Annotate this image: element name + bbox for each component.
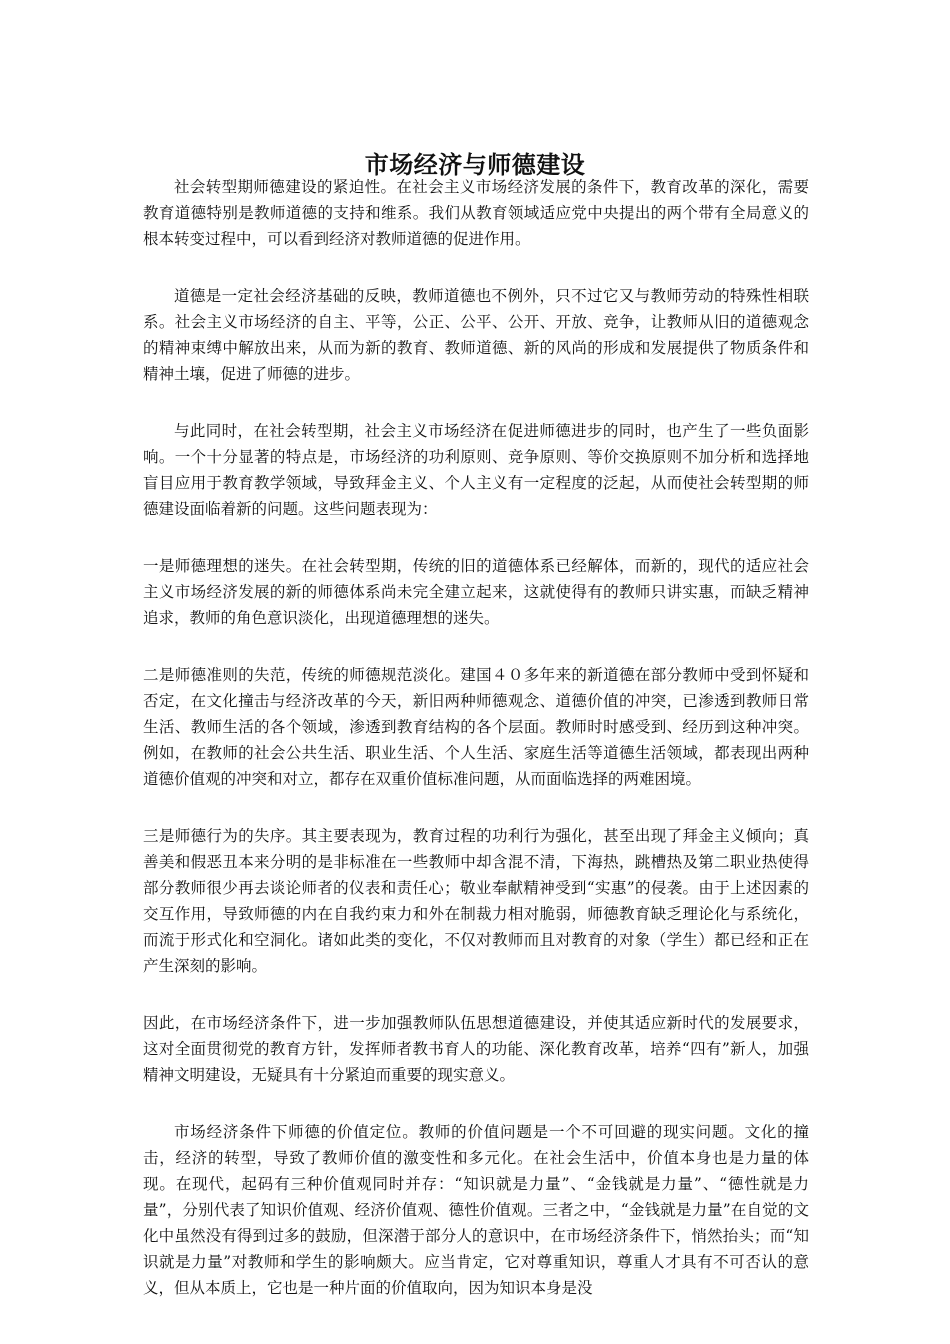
paragraph-2: 道德是一定社会经济基础的反映，教师道德也不例外，只不过它又与教师劳动的特殊性相联系。社会主义市场经济的自主、平等，公正、公平、公开、开放、竞争，让教师从旧的道德观念的精神束缚中解放出来，从而为新的教育、教师道德、新的风尚的形成和发展提供了物质条件和精神土壤，促进了师德的进步。 [143, 287, 809, 383]
document-body [143, 174, 809, 1332]
paragraph-4: 一是师德理想的迷失。在社会转型期，传统的旧的道德体系已经解体，而新的，现代的适应社会主义市场经济发展的新的师德体系尚未完全建立起来，这就使得有的教师只讲实惠，而缺乏精神追求，教师的角色意识淡化，出现道德理想的迷失。 [143, 557, 809, 627]
paragraph-6: 三是师德行为的失序。其主要表现为，教育过程的功利行为强化，甚至出现了拜金主义倾向；真善美和假恶丑本来分明的是非标准在一些教师中却含混不清，下海热，跳槽热及第二职业热使得部分教师很少再去谈论师者的仪表和责任心；敬业奉献精神受到“实惠”的侵袭。由于上述因素的交互作用，导致师德的内在自我约束力和外在制裁力相对脆弱，师德教育缺乏理论化与系统化，而流于形式化和空洞化。诸如此类的变化，不仅对教师而且对教育的对象（学生）都已经和正在产生深刻的影响。 [143, 827, 809, 975]
document-title: 市场经济与师德建设 [364, 150, 586, 180]
paragraph-5: 二是师德准则的失范，传统的师德规范淡化。建国４０多年来的新道德在部分教师中受到怀疑和否定，在文化撞击与经济改革的今天，新旧两种师德观念、道德价值的冲突，已渗透到教师日常生活、教师生活的各个领域，渗透到教育结构的各个层面。教师时时感受到、经历到这种冲突。例如，在教师的社会公共生活、职业生活、个人生活、家庭生活等道德生活领域，都表现出两种道德价值观的冲突和对立，都存在双重价值标准问题，从而面临选择的两难困境。 [143, 666, 809, 788]
paragraph-8: 市场经济条件下师德的价值定位。教师的价值问题是一个不可回避的现实问题。文化的撞击，经济的转型，导致了教师价值的激变性和多元化。在社会生活中，价值本身也是力量的体现。在现代，起码有三种价值观同时并存：“知识就是力量”、“金钱就是力量”、“德性就是力量”，分别代表了知识价值观、经济价值观、德性价值观。三者之中，“金钱就是力量”在自觉的文化中虽然没有得到过多的鼓励，但深潜于部分人的意识中，在市场经济条件下，悄然抬头；而“知识就是力量”对教师和学生的影响颇大。应当肯定，它对尊重知识，尊重人才具有不可否认的意义，但从本质上，它也是一种片面的价值取向，因为知识本身是没 [143, 1123, 809, 1297]
paragraph-3: 与此同时，在社会转型期，社会主义市场经济在促进师德进步的同时，也产生了一些负面影响。一个十分显著的特点是，市场经济的功利原则、竞争原则、等价交换原则不加分析和选择地盲目应用于教育教学领域，导致拜金主义、个人主义有一定程度的泛起，从而使社会转型期的师德建设面临着新的问题。这些问题表现为： [143, 422, 809, 518]
paragraph-1: 社会转型期师德建设的紧迫性。在社会主义市场经济发展的条件下，教育改革的深化，需要教育道德特别是教师道德的支持和维系。我们从教育领域适应党中央提出的两个带有全局意义的根本转变过程中，可以看到经济对教师道德的促进作用。 [143, 178, 809, 248]
paragraph-7: 因此，在市场经济条件下，进一步加强教师队伍思想道德建设，并使其适应新时代的发展要求，这对全面贯彻党的教育方针，发挥师者教书育人的功能、深化教育改革，培养“四有”新人，加强精神文明建设，无疑具有十分紧迫而重要的现实意义。 [143, 1014, 809, 1084]
